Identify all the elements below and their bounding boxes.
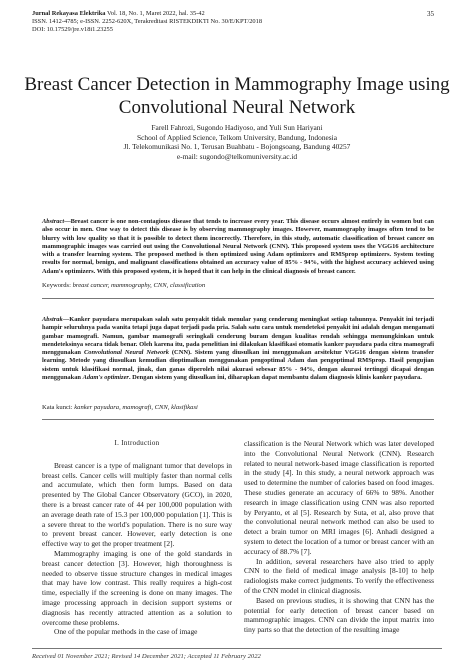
abstract-indonesian [42,316,434,382]
paragraph: classification is the Neural Network which was later developed into the Convolutional Neural Network (CNN). Research related to neural network-based image classification is reported in the study [4]. In this study, a neural network approach was used to determine the number of calories based on food images. These studies generate an accuracy of 66% to 98%. Another research in image classification using CNN was also reported by Peryanto, et al [5]. Research by Suta, et al, also prove that the convolutional neural network method can also be used to detect a brain tumor on MRI images [6]. Anhadi designed a system to detect the location of a tumor or breast cancer with an accuracy of 88.7% [7]. [244,439,434,556]
abstract-text: —Breast cancer is one non-contagious disease that tends to increase every year. This disease occurs almost entirely in women but can also occur in men. One way to detect this disease is by observing mammography images. However, mammography images often tend to be blurry with low quality so that it is possible to detect them incorrectly. Therefore, in this study, automatic classification of breast cancer on mammographic images was carried out using the Convolutional Neural Network (CNN). This proposed system uses the VGG16 architecture with a transfer learning system. The proposed method is then optimized using Adam optimizers and RMSprop optimizers. System testing results for normal, benign, and malignant classifications obtained an accuracy value of 85% - 94%, with the highest accuracy achieved using Adam's optimizers. With this proposed system, it is hoped that it can help in the clinical diagnosis of breast cancer. [42,218,434,275]
paper-title: Breast Cancer Detection in Mammography Image using Convolutional Neural Network [24,74,450,118]
paragraph: Based on previous studies, it is showing that CNN has the potential for early detection of breast cancer based on mammographic images. CNN can divide the input matrix into tiny parts so that the detection of the resulting image [244,595,434,635]
right-column [244,439,434,635]
page-number: 35 [427,10,434,18]
paragraph: Mammography imaging is one of the gold standards in breast cancer detection [3]. However, high thoroughness is needed to observe tissue structure changes in medical images that may have low contrast. This really requires a high-cost time, especially if the screening is done on many images. The image processing approach in decision support systems or diagnosis has recently attracted attention as a solution to overcome these problems. [42,548,232,627]
received-dates: Received 01 November 2021; Revised 14 December 2021; Accepted 11 February 2022 [32,648,442,660]
keywords-label: Keywords: [42,282,71,289]
abstrak-text-3: . Dengan sistem yang diusulkan ini, diharapkan dapat membantu dalam diagnosis klinis kanker payudara. [128,374,422,382]
abstract-label: Abstract [42,218,65,225]
issn-line: ISSN. 1412-4785; e-ISSN. 2252-620X, Terakreditasi RISTEKDIKTI No. 30/E/KPT/2018 [32,18,263,26]
keywords-indonesian [42,404,434,412]
journal-name: Jurnal Rekayasa Elektrika [32,10,106,17]
section-heading: I. Introduction [114,439,160,447]
kata-kunci-label: Kata kunci: [42,404,73,411]
author-affiliation: School of Applied Science, Telkom University, Bandung, Indonesia [136,132,338,142]
author-names: Farell Fahrozi, Sugondo Hadiyoso, and Yuli Sun Hariyani [151,123,323,132]
kata-kunci-text: kanker payudara, mamografi, CNN, klasifikasi [72,404,198,411]
author-block [20,123,454,161]
divider [42,419,434,420]
journal-issue: Vol. 18, No. 1, Maret 2022, hal. 35-42 [105,10,205,17]
divider [42,298,434,299]
left-column [42,439,232,637]
keywords-english [42,282,434,290]
paragraph: One of the popular methods in the case of image [54,627,198,637]
author-address: Jl. Telekomunikasi No. 1, Terusan Buahbatu - Bojongsoang, Bandung 40257 [123,142,351,152]
paragraph: Breast cancer is a type of malignant tumor that develops in breast cells. Cancer cells will multiply faster than normal cells and accumulate, which then form lumps. Based on data presented by The Global Cancer Observatory (GCO), in 2020, there is a breast cancer rate of 44 per 100,000 population with an average death rate of 15.3 per 100,000 population [1]. This is a severe threat to the world's population. There is no sure way to prevent breast cancer. However, early detection is one effective way to get the proper treatment [2]. [42,460,232,549]
journal-header [32,10,432,35]
abstrak-text-1: —Kanker payudara merupakan salah satu penyakit tidak menular yang cenderung meningkat setiap tahunnya. Penyakit ini terjadi hampir seluruhnya pada wanita tetapi juga dapat terjadi pada pria. Salah satu cara untuk mendeteksi penyakit ini adalah dengan mengamati gambar mamografi. Namun, gambar mamografi seringkali cenderung buram dengan kualitas rendah sehingga memungkinkan untuk mendeteksinya secara tidak benar. Oleh karena itu, pada penelitian ini dilakukan klasifikasi otomatis kanker payudara pada citra mamografi menggunakan [42,316,434,357]
abstract-english [42,218,434,276]
journal-citation-line [32,10,432,18]
abstrak-label: Abstrak [42,316,63,323]
paragraph: In addition, several researchers have also tried to apply CNN to the field of medical image analysis [8-10] to help radiologists make correct judgments. To verify the effectiveness of the CNN model in clinical diagnosis. [244,556,434,595]
author-email: e-mail: sugondo@telkomuniversity.ac.id [176,151,298,161]
abstrak-italic-1: Convolutional Neural Network [83,349,169,357]
abstrak-text-2: (CNN). Sistem yang diusulkan ini menggunakan arsitektur VGG16 dengan sistem transfer learning. Metode yang diusulkan kemudian dioptimalkan menggunakan pengoptimal Adam dan pengoptimal RMSprop. Hasil pengujian sistem untuk klasifikasi normal, jinak, dan ganas diperoleh nilai akurasi sebesar 85% - 94%, dengan akurasi tertinggi dicapai dengan menggunakan [42,349,434,382]
abstrak-italic-2: Adam's optimizer [82,374,129,382]
doi-line: DOI: 10.17529/jre.v18i1.23255 [32,26,113,34]
keywords-text: breast cancer, mammography, CNN, classification [70,282,206,289]
